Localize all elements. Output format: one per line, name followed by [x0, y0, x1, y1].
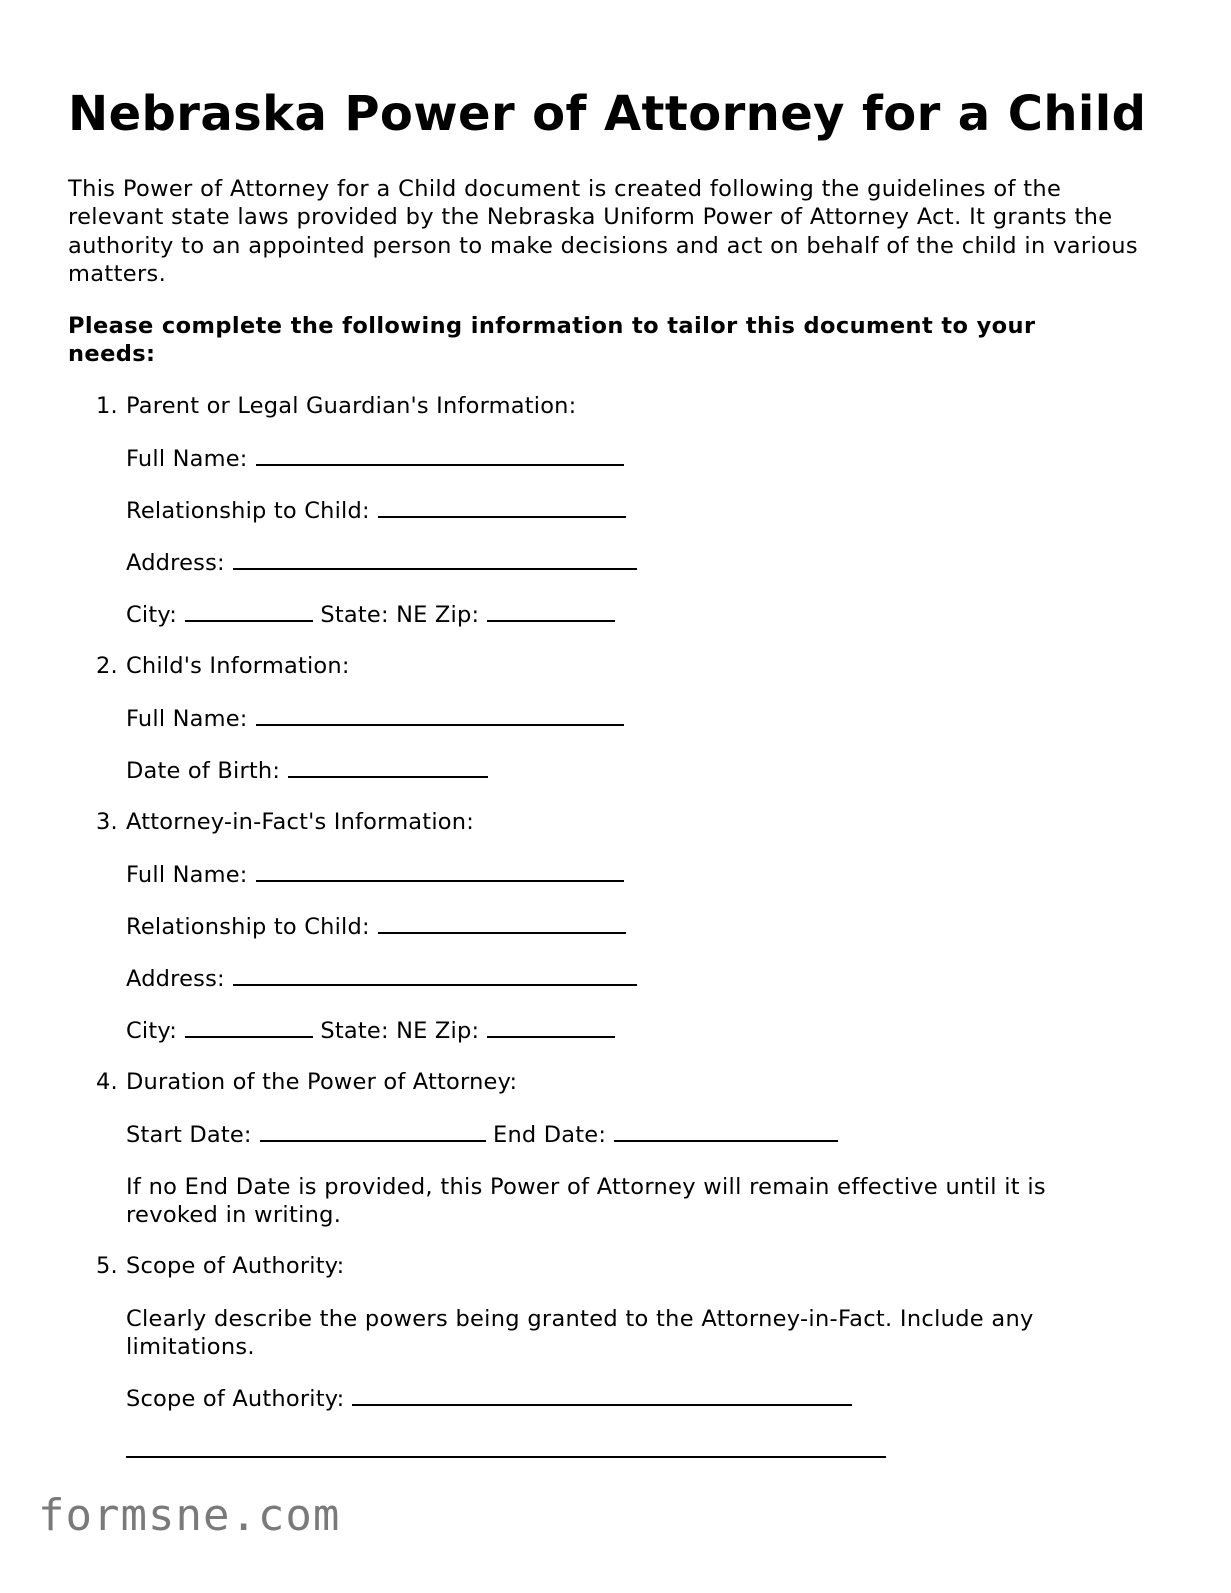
- attorney-city-label: City:: [126, 1018, 178, 1044]
- document-title: Nebraska Power of Attorney for a Child: [68, 86, 1147, 142]
- scope-blank-2[interactable]: [126, 1436, 886, 1458]
- duration-note: If no End Date is provided, this Power of Attorney will remain effective until it is revoked in writing.: [126, 1174, 1046, 1229]
- parent-full-name-field: [126, 444, 624, 473]
- parent-address-label: Address:: [126, 550, 225, 576]
- attorney-address-blank[interactable]: [233, 964, 637, 986]
- attorney-city-blank[interactable]: [185, 1016, 313, 1038]
- child-full-name-blank[interactable]: [256, 704, 624, 726]
- attorney-zip-label: Zip:: [434, 1018, 480, 1044]
- scope-field: [126, 1384, 852, 1413]
- attorney-relationship-label: Relationship to Child:: [126, 914, 370, 940]
- parent-address-blank[interactable]: [233, 548, 637, 570]
- parent-city-blank[interactable]: [185, 600, 313, 622]
- scope-description: Clearly describe the powers being granted to the Attorney-in-Fact. Include any limitations.: [126, 1306, 1034, 1361]
- parent-relationship-field: [126, 496, 626, 525]
- attorney-address-field: [126, 964, 637, 993]
- attorney-full-name-blank[interactable]: [256, 860, 624, 882]
- attorney-zip-blank[interactable]: [487, 1016, 615, 1038]
- parent-full-name-label: Full Name:: [126, 446, 248, 472]
- child-dob-blank[interactable]: [288, 756, 488, 778]
- start-date-blank[interactable]: [260, 1120, 486, 1142]
- child-full-name-field: [126, 704, 624, 733]
- attorney-state-label: State: NE: [320, 1018, 428, 1044]
- parent-city-label: City:: [126, 602, 178, 628]
- parent-relationship-label: Relationship to Child:: [126, 498, 370, 524]
- instructions-text: Please complete the following information to tailor this document to your needs:: [68, 313, 1036, 368]
- end-date-label: End Date:: [493, 1122, 607, 1148]
- child-full-name-label: Full Name:: [126, 706, 248, 732]
- start-date-label: Start Date:: [126, 1122, 252, 1148]
- attorney-relationship-blank[interactable]: [378, 912, 626, 934]
- watermark: formsne.com: [38, 1490, 341, 1541]
- parent-relationship-blank[interactable]: [378, 496, 626, 518]
- attorney-relationship-field: [126, 912, 626, 941]
- child-dob-field: [126, 756, 488, 785]
- parent-address-field: [126, 548, 637, 577]
- scope-continuation-field: [126, 1436, 886, 1465]
- scope-label: Scope of Authority:: [126, 1386, 345, 1412]
- parent-zip-blank[interactable]: [487, 600, 615, 622]
- attorney-city-state-zip-field: [126, 1016, 615, 1045]
- duration-dates-field: [126, 1120, 838, 1149]
- end-date-blank[interactable]: [614, 1120, 838, 1142]
- scope-blank-1[interactable]: [352, 1384, 852, 1406]
- attorney-full-name-label: Full Name:: [126, 862, 248, 888]
- child-dob-label: Date of Birth:: [126, 758, 281, 784]
- attorney-full-name-field: [126, 860, 624, 889]
- attorney-address-label: Address:: [126, 966, 225, 992]
- parent-zip-label: Zip:: [434, 602, 480, 628]
- intro-paragraph: This Power of Attorney for a Child document is created following the guidelines of the relevant state laws provided by the Nebraska Uniform Power of Attorney Act. It grants the authority to an appointed person to make decisions and act on behalf of the child in various matters.: [68, 176, 1138, 287]
- parent-full-name-blank[interactable]: [256, 444, 624, 466]
- parent-state-label: State: NE: [320, 602, 428, 628]
- parent-city-state-zip-field: [126, 600, 615, 629]
